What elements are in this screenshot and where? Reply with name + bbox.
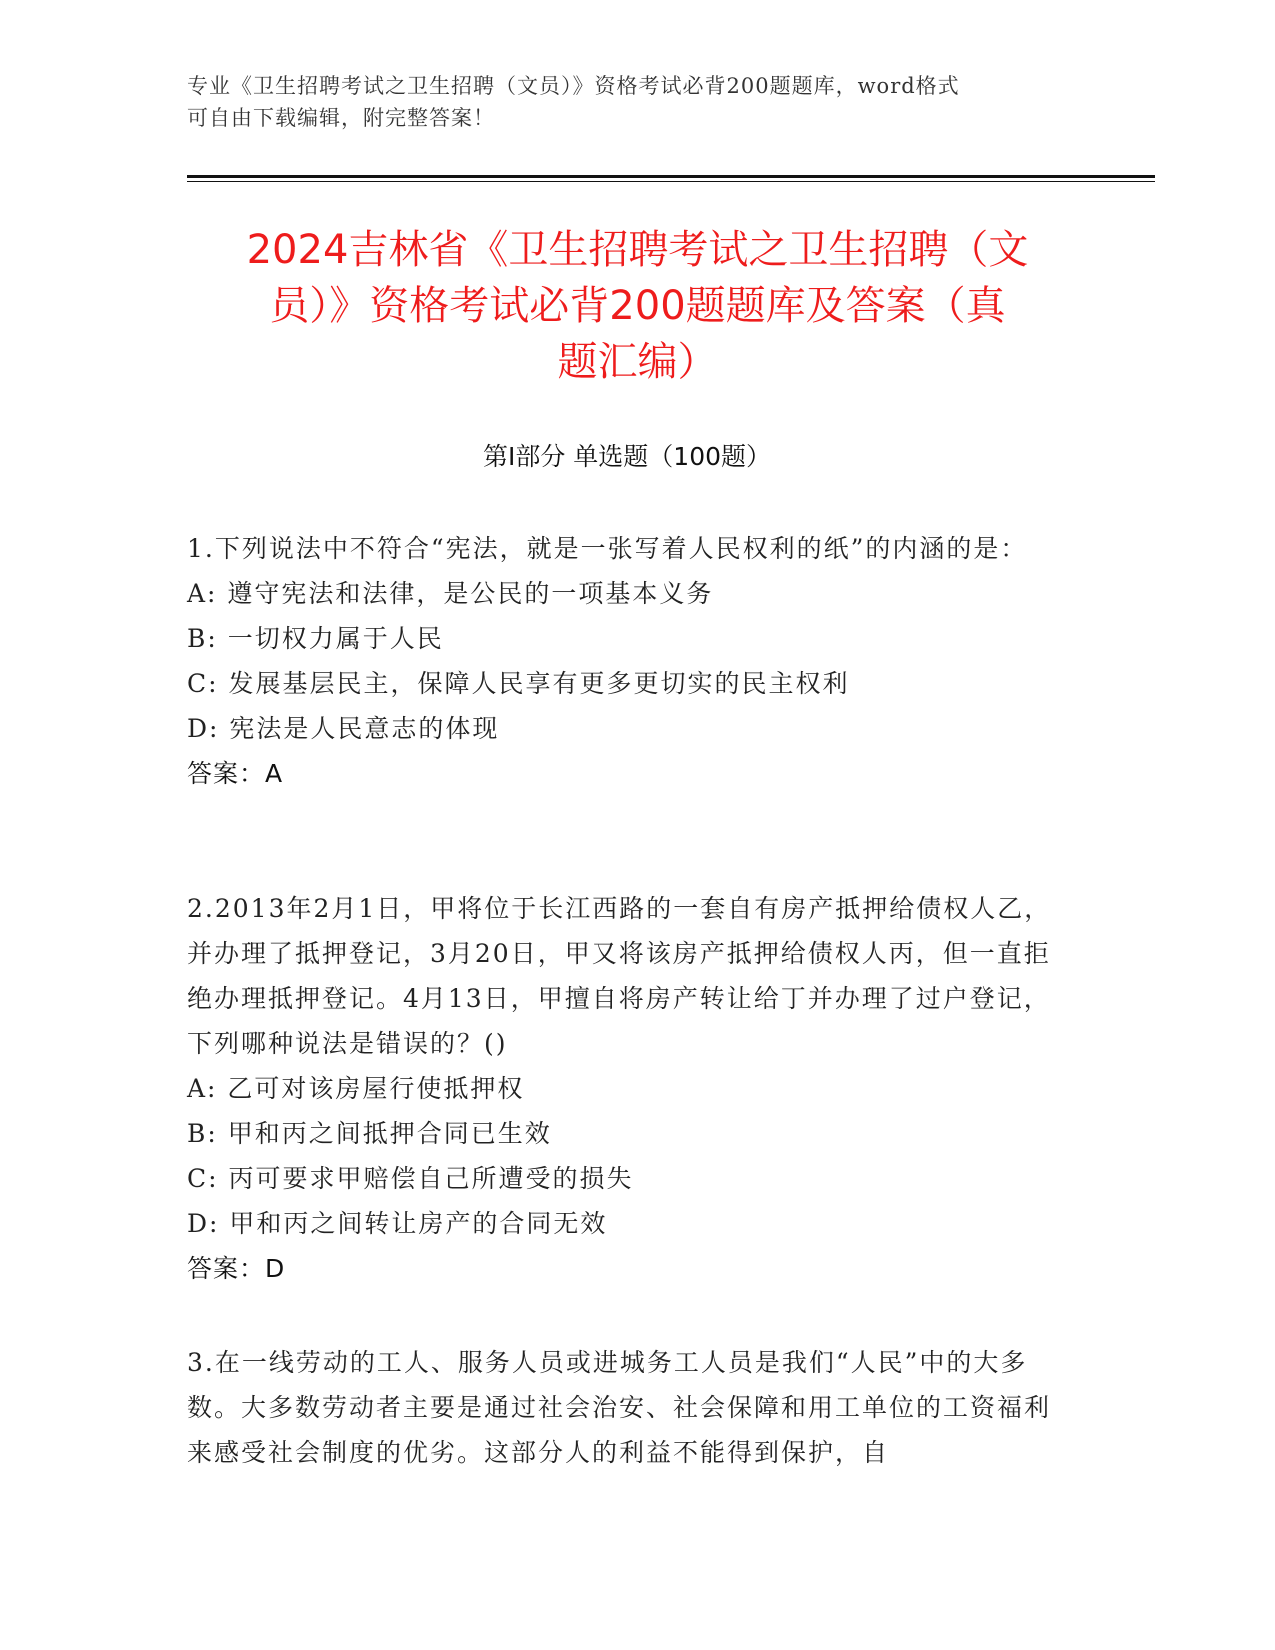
option-d: D: 甲和丙之间转让房产的合同无效 (187, 1209, 608, 1238)
option-b: B: 甲和丙之间抵押合同已生效 (187, 1119, 552, 1148)
option-c: C: 发展基层民主，保障人民享有更多更切实的民主权利 (187, 669, 850, 698)
question-text: 1.下列说法中不符合“宪法，就是一张写着人民权利的纸”的内涵的是： (187, 534, 1028, 563)
question-2 (187, 886, 1067, 1291)
title-line-1: 2024吉林省《卫生招聘考试之卫生招聘（文 (246, 227, 1029, 273)
header-divider-thin (187, 181, 1155, 182)
header-divider-thick (187, 175, 1155, 178)
answer: 答案：A (187, 759, 284, 788)
option-a: A: 遵守宪法和法律，是公民的一项基本义务 (187, 579, 714, 608)
option-c: C: 丙可要求甲赔偿自己所遭受的损失 (187, 1164, 634, 1193)
title-line-3: 题汇编） (557, 339, 718, 385)
question-1 (187, 526, 1067, 796)
intro-line-2: 可自由下载编辑，附完整答案！ (187, 106, 495, 130)
answer: 答案：D (187, 1254, 286, 1283)
section-heading: 第Ⅰ部分 单选题（100题） (482, 442, 772, 471)
intro-line-1: 专业《卫生招聘考试之卫生招聘（文员）》资格考试必背200题题库，word格式 (187, 74, 960, 98)
question-text: 2.2013年2月1日，甲将位于长江西路的一套自有房产抵押给债权人乙，并办理了抵押登记，3月20日，甲又将该房产抵押给债权人丙，但一直拒绝办理抵押登记。4月13日，甲擅自将房产转让给丁并办理了过户登记，下列哪种说法是错误的？() (187, 894, 1052, 1058)
question-3 (187, 1340, 1067, 1475)
document-title (180, 222, 1095, 390)
option-a: A: 乙可对该房屋行使抵押权 (187, 1074, 525, 1103)
question-text: 3.在一线劳动的工人、服务人员或进城务工人员是我们“人民”中的大多数。大多数劳动者主要是通过社会治安、社会保障和用工单位的工资福利来感受社会制度的优劣。这部分人的利益不能得到保护，自 (187, 1348, 1052, 1467)
option-d: D: 宪法是人民意志的体现 (187, 714, 500, 743)
title-line-2: 员）》资格考试必背200题题库及答案（真 (269, 283, 1006, 329)
intro-text (187, 70, 1067, 134)
option-b: B: 一切权力属于人民 (187, 624, 444, 653)
